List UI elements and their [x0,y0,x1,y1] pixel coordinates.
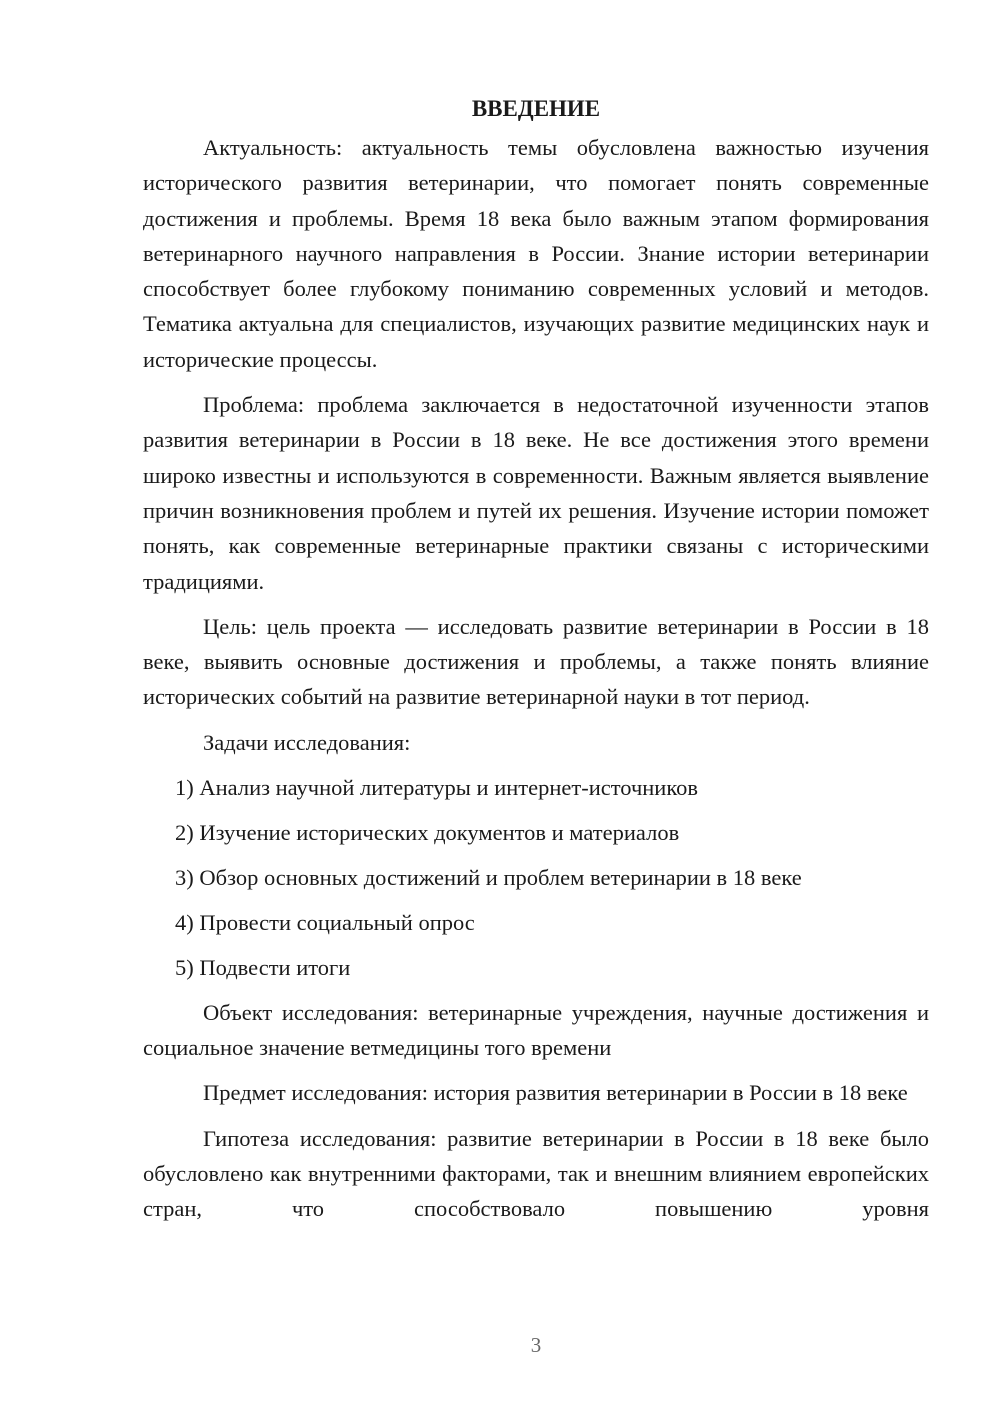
task-item: 5) Подвести итоги [175,954,351,980]
problem-paragraph: Проблема: проблема заключается в недостаточной изученности этапов развития ветеринарии в России в 18 веке. Не все достижения этого времени широко известны и используются в современности. Важным является выявление причин возникновения проблем и путей их решения. Изучение истории поможет понять, как современные ветеринарные практики связаны с историческими традициями. [143,392,929,594]
subject-paragraph: Предмет исследования: история развития ветеринарии в России в 18 веке [203,1080,908,1106]
task-item: 4) Провести социальный опрос [175,909,475,935]
task-item: 1) Анализ научной литературы и интернет-источников [175,774,699,800]
tasks-title: Задачи исследования: [203,729,411,755]
hypothesis-paragraph: Гипотеза исследования: развитие ветеринарии в России в 18 веке было обусловлено как внутренними факторами, так и внешним влиянием европейских стран, что способствовало повышению уровня [143,1125,929,1222]
goal-paragraph: Цель: цель проекта — исследовать развитие ветеринарии в России в 18 веке, выявить основные достижения и проблемы, а также понять влияние исторических событий на развитие ветеринарной науки в тот период. [143,613,929,710]
document-page [143,92,929,1237]
task-item: 3) Обзор основных достижений и проблем ветеринарии в 18 веке [175,864,802,890]
page-number: 3 [530,1333,542,1357]
tasks-list [143,770,929,985]
object-paragraph: Объект исследования: ветеринарные учреждения, научные достижения и социальное значение ветмедицины того времени [143,999,929,1061]
section-heading: ВВЕДЕНИЕ [471,96,601,121]
task-item: 2) Изучение исторических документов и материалов [175,819,680,845]
relevance-paragraph: Актуальность: актуальность темы обусловлена важностью изучения исторического развития ветеринарии, что помогает понять современные достижения и проблемы. Время 18 века было важным этапом формирования ветеринарного научного направления в России. Знание истории ветеринарии способствует более глубокому пониманию современных условий и методов. Тематика актуальна для специалистов, изучающих развитие медицинских наук и исторические процессы. [143,135,929,372]
